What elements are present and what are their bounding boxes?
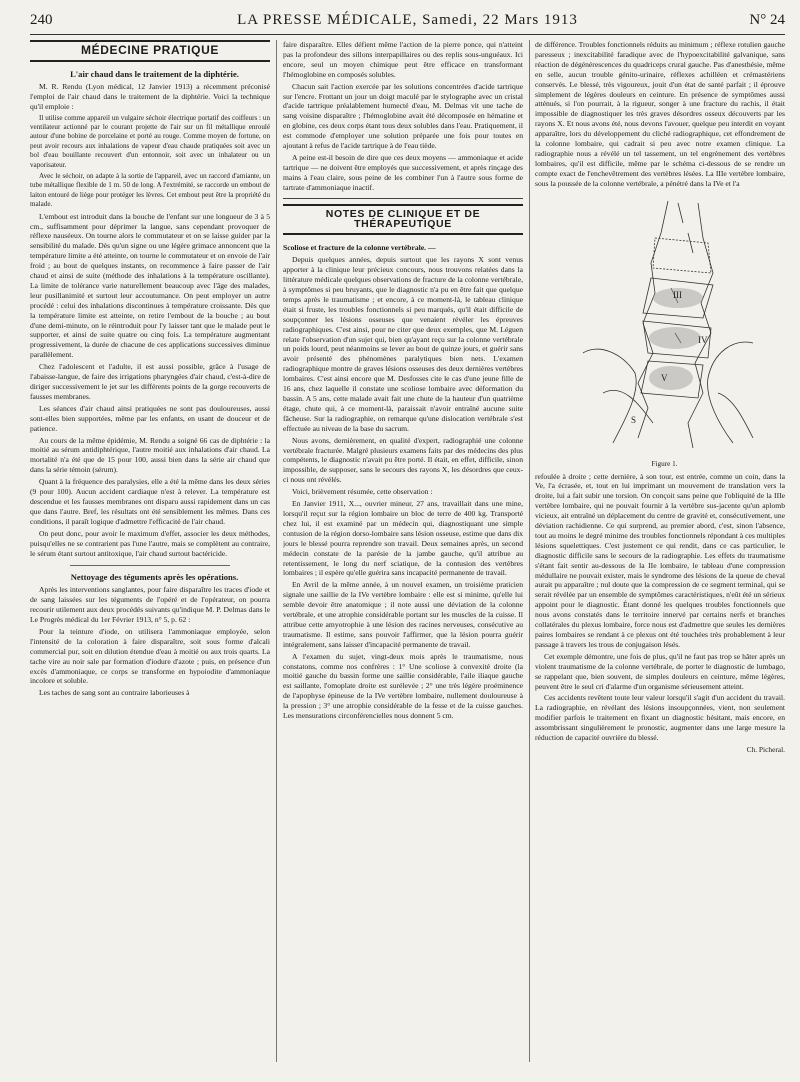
paragraph: Quant à la fréquence des paralysies, elle a été la même dans les deux séries (9 pour 100). Aucun accident cardiaque n'est à relever. La température est descendue et les fausses membranes ont disparu aussi rapidement dans un cas que dans l'autre. Bref, les résultats ont été sensiblement les mêmes. Dans ces conditions, il paraît logique d'admettre l'efficacité de l'air chaud. [30,477,270,526]
paragraph: Avec le séchoir, on adapte à la sortie de l'appareil, avec un raccord d'amiante, un tube métallique flexible de 1 m. 50 de long. A l'extrémité, se raccorde un embout de laiton entouré de liège pour protéger les lèvres. Cet embout peut être la propriété du malade. [30,171,270,209]
fig-label-sacrum: S [630,414,636,425]
column-3 [535,40,785,1070]
author-signature: Ch. Picheral. [746,744,785,754]
article-title-scoliose: Scoliose et fracture de la colonne vertébrale. — [283,243,436,253]
paragraph: Les taches de sang sont au contraire laborieuses à [39,688,190,698]
column-divider [276,40,277,1062]
paragraph: Après les interventions sanglantes, pour faire disparaître les traces d'iode et de sang laissées sur les téguments de l'opéré et de l'opérateur, on pourra recourir utilement aux deux procédés suivants qu'indique M. P. Delmas dans le Le Progrès médical du 1er Février 1913, n° 5, p. 62 : [30,585,270,625]
figure-caption: Figure 1. [651,459,678,468]
journal-title: LA PRESSE MÉDICALE, Samedi, 22 Mars 1913 [237,12,578,28]
paragraph: de différence. Troubles fonctionnels réduits au minimum ; réflexe rotulien gauche paresseux ; inexcitabilité faradique avec de l'hypoexcitabilité galvanique, sans réaction de dégénérescences du quadriceps crural gauche. Pas d'anesthésie, même en selle, aucun trouble génito-urinaire, réflexes achilléen et crémastériens conservés. Le blessé, très vigoureux, jouit d'un état de santé parfait ; il éprouve simplement de légères douleurs en ceinture. En présence de symptômes aussi atténués, si l'on pourrait, à la rigueur, songer à une fracture du rachis, il était impossible de diagnostiquer les très graves désordres osseux découverts par les rayons X. Et nous avons été, nous devons l'avouer, quelque peu interdit en voyant apparaître, lors du développement du cliché radiographique, cet effondrement de la colonne lombaire, qui cadrait si peu avec notre examen clinique. La radiographie nous a révélé un tel tassement, un tel engrènement des vertèbres lombaires, qu'il est difficile, même par le schéma ci-dessous de se rendre un compte exact de l'enchevêtrement des vertèbres lésées. La IIIe vertèbre lombaire, sous la poussée de la colonne vertébrale, a pénétré dans la IVe et l'a [535,40,785,188]
paragraph: A l'examen du sujet, vingt-deux mois après le traumatisme, nous constatons, comme nos confrères : 1° Une scoliose à convexité droite (la moitié gauche du bassin forme une saillie considérable, l'aile iliaque gauche est saillante, l'omoplate droite est surélevée ; 2° une très légère proéminence de l'apophyse épineuse de la IVe vertèbre lombaire, nullement douloureuse à la pression ; 3° une atrophie considérable de la fesse et de la cuisse gauches. Les mensurations circonférencielles nous donnent 5 cm. [283,651,523,721]
issue-number: N° 24 [749,12,785,28]
paragraph: Chez l'adolescent et l'adulte, il est aussi possible, grâce à l'usage de l'abaisse-langue, de faire des irrigations pharyngées d'air chaud, c'est-à-dire de diriger successivement le jet sur les différents points de la gorge recouverts de fausses membranes. [30,362,270,401]
page-number: 240 [30,12,53,28]
paragraph: A peine est-il besoin de dire que ces deux moyens — ammoniaque et acide tartrique — ne doivent être employés que successivement, et après rinçage des mains à l'eau claire, sous peine de les combiner l'un à l'autre sous forme de tartrate d'ammoniaque inactif. [283,152,523,192]
paragraph: Nous avons, dernièrement, en qualité d'expert, radiographié une colonne vertébrale fracturée. Malgré plusieurs examens faits par des médecins des plus compétents, le diagnostic n'avait pu être porté. Il était, en effet, difficile, sinon impossible, de supposer, sans le secours des rayons X, les désordres que ceux-ci nous ont révélés. [283,435,523,485]
paragraph: Voici, brièvement résumée, cette observation : [292,487,433,497]
paragraph: L'embout est introduit dans la bouche de l'enfant sur une longueur de 3 à 5 cm., suffisamment pour déprimer la langue, sans cependant provoquer de réflexe nauséeux. On tourne alors le commutateur et on se laisse guider par la sensibilité du malade. Dès qu'un signe ou une légère grimace annoncent que la température limite a été atteinte, on tourne le commutateur et on envoie de l'air froid ; au bout de quelques instants, on recommence à faire passer de l'air chaud et ainsi de suite (méthode des inhalations à la température oscillante). La limite de tolérance varie naturellement beaucoup avec l'âge des malades, leur pusillanimité et surtout leur accoutumance. On peut employer un autre procédé : celui des inhalations discontinues à température croissante. Dès que la température limite est atteinte, on retire l'embout de la bouche ; au bout d'une demi-minute, on le réintroduit pour l'y laisser tant que le malade peut le supporter, et ainsi de suite quatre ou cinq fois. La température augmentant progressivement, la durée de chacune de ces applications successives diminue parallèlement. [30,211,270,360]
fig-label-l3: III [672,289,682,300]
spine-radiograph-schema [543,193,778,458]
section-rule [283,198,523,199]
page-header [30,8,785,32]
column-divider [529,40,530,1062]
paragraph: Cet exemple démontre, une fois de plus, qu'il ne faut pas trop se hâter après un violent traumatisme de la colonne vertébrale, de porter le diagnostic de lumbago, se rappelant que, bien souvent, de simples douleurs en ceinture, même légères, peuvent être le seul cri d'alarme d'un organisme sérieusement atteint. [535,651,785,691]
article-title-air-chaud: L'air chaud dans le traitement de la diphtérie. [70,68,239,79]
fig-label-l4: IV [697,334,707,345]
fig-label-l5: V [660,372,667,383]
paragraph: faire disparaître. Elles défient même l'action de la pierre ponce, qui n'atteint pas la profondeur des sillons interpapillaires ou des replis sous-unguéaux. Ici encore, seul un moyen chimique peut être efficace en transformant l'hémoglobine en composés solubles. [283,40,523,79]
paragraph: Ces accidents revêtent toute leur valeur lorsqu'il s'agit d'un accident du travail. La radiographie, en révélant des lésions insoupçonnées, vient, non seulement modifier parfois le traitement en fixant un diagnostic hésitant, mais encore, en assombrissant singulièrement le pronostic, augmenter dans une large mesure la réduction de capacité ouvrière du blessé. [535,693,785,743]
paragraph: En Janvier 1911, X..., ouvrier mineur, 27 ans, travaillait dans une mine, lorsqu'il reçut sur la région lombaire un bloc de terre de 400 kg. Transporté chez lui, il est examiné par un médecin qui, diagnostiquant une simple contusion de la région dorso-lombaire sans lésion osseuse, estime que dans dix jours le blessé pourra reprendre son travail. Deux semaines après, un second médecin constate de la parésie de la jambe gauche, qu'il attribue au retentissement, le long du nerf sciatique, de la contusion des vertèbres lombaires ; il espère qu'elle guérira sans incapacité permanente de travail. [283,499,523,578]
section-title-notes-clinique: NOTES DE CLINIQUE ET DE THÉRAPEUTIQUE [283,204,523,236]
paragraph: Les séances d'air chaud ainsi pratiquées ne sont pas douloureuses, aussi sont-elles bien supportées, même par les enfants, en usant de douceur et de patience. [30,403,270,433]
article-title-nettoyage: Nettoyage des téguments après les opérations. [70,572,239,583]
paragraph: Il utilise comme appareil un vulgaire séchoir électrique portatif des coiffeurs : un ventilateur actionné par le courant projette de l'air sur un fil métallique enroulé autour d'une bobine de porcelaine et porté au rouge. Comme moyen de fortune, on peut avoir recours aux inhalations de vapeur d'eau chaude pratiquées soit avec un bol d'eau bouillante recouvert d'un entonnoir, soit avec un inhalateur ou un vaporisateur. [30,113,270,169]
article-separator [70,565,230,566]
paragraph: On peut donc, pour avoir le maximum d'effet, associer les deux méthodes, puisqu'elles ne se contrarient pas l'une l'autre, mais se complètent au contraire, le sérum étant surtout antitoxique, l'air chaud surtout bactéricide. [30,528,270,558]
paragraph: M. R. Rendu (Lyon médical, 12 Janvier 1913) a récemment préconisé l'emploi de l'air chaud dans le traitement de la diphtérie. Voici la technique qu'il emploie : [30,81,270,111]
header-rule [30,34,785,35]
paragraph: refoulée à droite ; cette dernière, à son tour, est entrée, comme un coin, dans la Ve, l'a écrasée, et, tout en lui imprimant un mouvement de translation vers la droite, lui a fait subir une torsion. On conçoit sans peine que l'obliquité de la IIIe vertèbre lombaire, qui ne pouvait fournir à la vertèbre sus-jacente qu'un aplomb vicieux, ait entraîné un déplacement du centre de gravité et, consécutivement, une déviation rachidienne. Ce qui surprend, au premier abord, c'est, sinon l'absence, tout au moins le degré minime des troubles fonctionnels répondant à ces multiples lésions squelettiques. C'est justement ce qui rendit, dans ce cas particulier, le diagnostic difficile sans le secours de la radiographie. Les effets du traumatisme s'étant fait sentir au-dessous de la IIe lombaire, le tableau d'une compression médullaire ne pouvait exister, mais le syndrome des lésions de la queue de cheval aurait pu apparaître ; nul doute que la compression de ce segment terminal, qui se serait révélée par un ensemble de symptômes caractéristiques, n'eût été un sérieux appoint pour le diagnostic. Étant donné les quelques troubles fonctionnels que nous avons constatés dans le territoire innervé par certains nerfs et branches collatérales du plexus lombaire, force nous est d'admettre que seules les dernières paires lombaires se rendant à ce plexus ont été touchées très probablement à leur passage à travers les trous de conjugaison lésés. [535,471,785,649]
paragraph: Depuis quelques années, depuis surtout que les rayons X sont venus apporter à la clinique leur précieux concours, nous trouvons relatées dans la littérature médicale quelques observations de fracture de la colonne vertébrale, à symptômes si peu bruyants, que le diagnostic n'a pu en être fait que quelque temps après le traumatisme ; et encore, à ce moment-là, le tableau clinique était si fruste, les troubles fonctionnels si peu marqués, qu'il était difficile de soupçonner les lésions osseuses que venaient révéler les épreuves radiographiques. C'est ainsi, pour ne citer que deux exemples, que M. Léguen relate l'observation d'un sujet qui, bien qu'ayant reçu sur la colonne vertébrale un poids lourd, peut néanmoins se lever au bout de quinze jours, et guérir sans avoir présenté des phénomènes paralytiques bien nets. L'examen radiographique montre de graves lésions osseuses des deux dernières vertèbres lombaires. C'est ainsi encore que M. Desfosses cite le cas d'une jeune fille de 16 ans, chez laquelle il constate une scoliose lombaire avec déformation du bassin. A 5 ans, cette malade avait fait une chute de la hauteur d'un quatrième étage, chute qui, à ce moment-là, paraissait n'avoir entraîné aucune suite fâcheuse. Sur la radiographie, on remarque qu'une dislocation vertébrale s'est effectuée au niveau de la base du sacrum. [283,255,523,433]
paragraph: En Avril de la même année, à un nouvel examen, un troisième praticien signale une saillie de la IVe vertèbre lombaire : elle est si minime, qu'elle lui semble devoir être anatomique ; il note aussi une déviation de la colonne vertébrale, et une atrophie considérable portant sur les muscles de la cuisse. Il attribue cette amyotrophie à une lésion des racines nerveuses, consécutive au traumatisme. Il estime, sans pouvoir l'affirmer, que la lésion pourra guérir intégralement, sans laisser d'incapacité permanente de travail. [283,580,523,649]
paragraph: Chacun sait l'action exercée par les solutions concentrées d'acide tartrique sur l'encre. Frottant un jour un doigt maculé par le stylographe avec un cristal d'acide tartrique préalablement humecté d'eau, M. Delmas vit une tache de sang voisine disparaître ; l'hémoglobine avait été décomposée en hématine et en globine, ces deux corps étant tous deux solubles dans l'eau. Pratiquement, il est commode d'employer une solution préparée une fois pour toutes en ajoutant à refus de l'acide tartrique à de l'eau tiède. [283,81,523,151]
paragraph: Pour la teinture d'iode, on utilisera l'ammoniaque employée, selon l'intensité de la coloration à faire disparaître, soit sous forme d'alcali commercial pur, soit en dilution étendue d'eau à moitié ou aux trois quarts. La tache vire au noir sale par formation d'iodure d'azote ; puis, en présence d'un excès d'ammoniaque, ce corps se transforme en hypoiodite d'ammoniaque incolore et soluble. [30,626,270,686]
column-1 [30,40,270,1070]
section-title-medecine-pratique: MÉDECINE PRATIQUE [30,40,270,62]
column-2 [283,40,523,1070]
paragraph: Au cours de la même épidémie, M. Rendu a soigné 66 cas de diphtérie : la moitié au sérum antidiphtérique, l'autre moitié aux inhalations d'air chaud. La mortalité n'a été que de 15 pour 100, aussi bien dans la série air chaud que dans la série témoin (sérum). [30,435,270,475]
